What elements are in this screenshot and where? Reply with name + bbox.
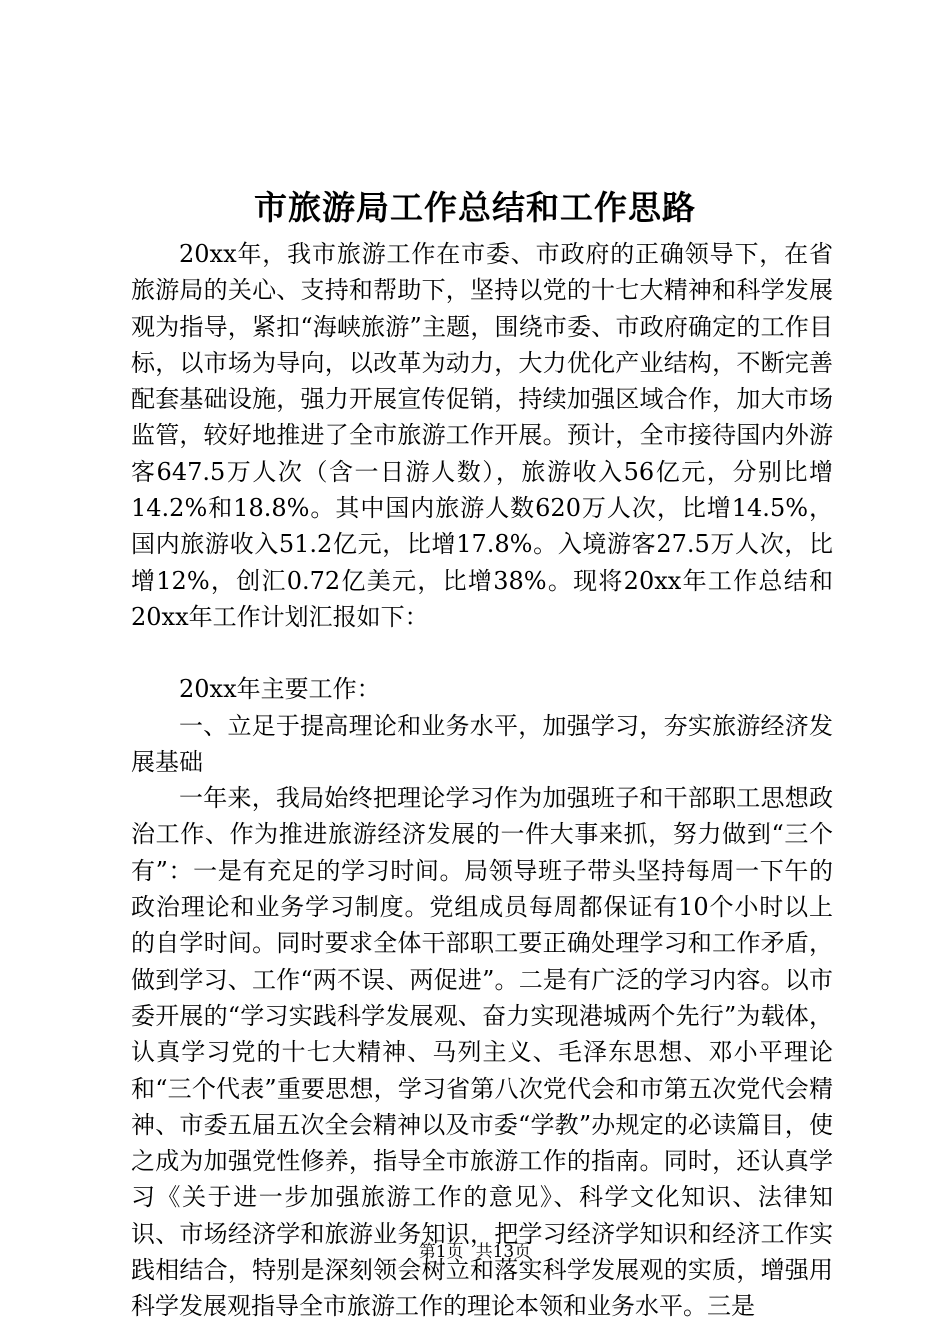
section-heading-1: 一、立足于提高理论和业务水平，加强学习，夯实旅游经济发展基础 <box>131 711 833 776</box>
paragraph-study: 一年来，我局始终把理论学习作为加强班子和干部职工思想政治工作、作为推进旅游经济发展的一件大事来抓，努力做到“三个有”：一是有充足的学习时间。局领导班子带头坚持每周一下午的政治理论和业务学习制度。党组成员每周都保证有10个小时以上的自学时间。同时要求全体干部职工要正确处理学习和工作矛盾，做到学习、工作“两不误、两促进”。二是有广泛的学习内容。以市委开展的“学习实践科学发展观、奋力实现港城两个先行”为载体，认真学习党的十七大精神、马列主义、毛泽东思想、邓小平理论和“三个代表”重要思想，学习省第八次党代会和市第五次党代会精神、市委五届五次全会精神以及市委“学教”办规定的必读篇目，使之成为加强党性修养，指导全市旅游工作的指南。同时，还认真学习《关于进一步加强旅游工作的意见》、科学文化知识、法律知识、市场经济学和旅游业务知识，把学习经济学知识和经济工作实践相结合，特别是深刻领会树立和落实科学发展观的实质，增强用科学发展观指导全市旅游工作的理论本领和业务水平。三是 <box>131 784 833 1321</box>
page-number: 第1页 <box>418 1242 464 1262</box>
paragraph-gap <box>131 635 833 671</box>
page-total: 共13页 <box>475 1242 532 1262</box>
paragraph-intro: 20xx年，我市旅游工作在市委、市政府的正确领导下，在省旅游局的关心、支持和帮助下，坚持以党的十七大精神和科学发展观为指导，紧扣“海峡旅游”主题，围绕市委、市政府确定的工作目标，以市场为导向，以改革为动力，大力优化产业结构，不断完善配套基础设施，强力开展宣传促销，持续加强区域合作，加大市场监管，较好地推进了全市旅游工作开展。预计，全市接待国内外游客647.5万人次（含一日游人数），旅游收入56亿元，分别比增14.2%和18.8%。其中国内旅游人数620万人次，比增14.5%，国内旅游收入51.2亿元，比增17.8%。入境游客27.5万人次，比增12%，创汇0.72亿美元，比增38%。现将20xx年工作总结和20xx年工作计划汇报如下： <box>131 240 833 631</box>
paragraph-main-work-heading: 20xx年主要工作： <box>179 675 381 704</box>
page-footer <box>0 1240 950 1264</box>
document-body <box>131 236 833 1325</box>
document-title: 市旅游局工作总结和工作思路 <box>254 188 696 227</box>
